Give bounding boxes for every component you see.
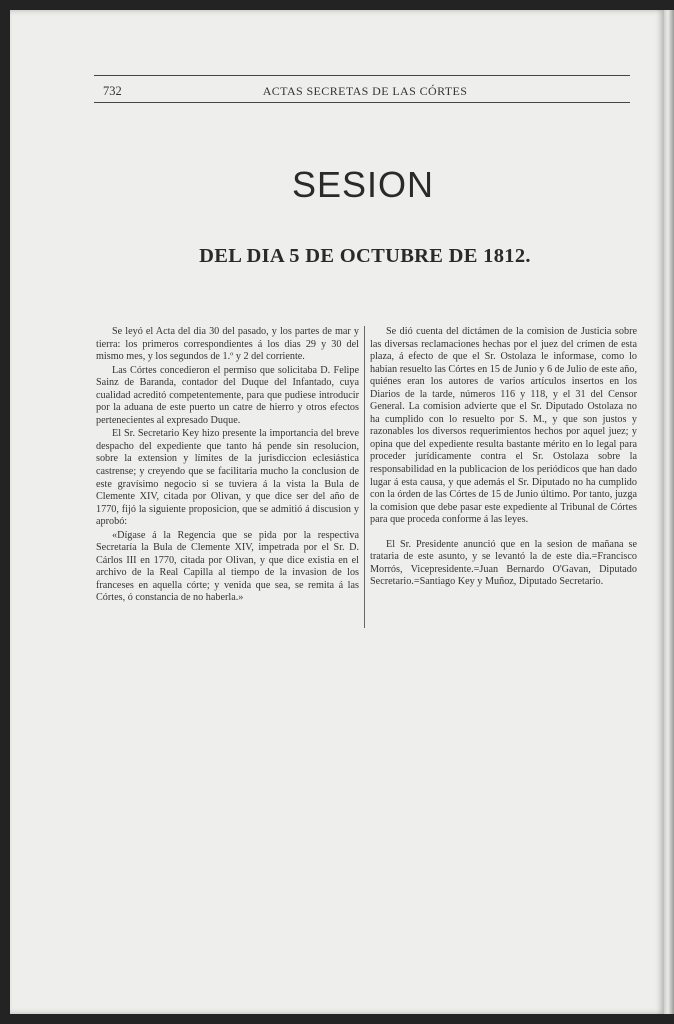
right-text-column [370,326,637,589]
paragraph-closing: El Sr. Presidente anunció que en la sesion de mañana se trataria de este asunto, y se levantó la de este dia.=Francisco Morrós, Vicepresidente.=Juan Bernardo O'Gavan, Diputado Secretario.=Santiago Key y Muñoz, Diputado Secretario. [370,538,637,588]
running-head: ACTAS SECRETAS DE LAS CÓRTES [262,84,468,98]
page-number: 732 [103,84,122,98]
left-text-column [96,326,359,605]
header-top-rule [94,75,630,76]
paragraph-acta: Se leyó el Acta del dia 30 del pasado, y los partes de mar y tierra: los primeros correspondientes á los dias 29 y 30 del mismo mes, y los segundos de 1.º y 2 del corriente. [96,326,359,363]
page-edge-shadow [664,10,674,1014]
session-date-title: DEL DIA 5 DE OCTUBRE DE 1812. [199,245,531,267]
header-bottom-rule [94,102,630,103]
paragraph-proposal-quote: «Dígase á la Regencia que se pida por la respectiva Secretaría la Bula de Clemente XIV, impetrada por el Sr. D. Cárlos III en 1770, citada por Olivan, y que dice existia en el archivo de la Real Capilla al tiempo de la invasion de los franceses en aquella córte; y venida que sea, se remita á las Córtes, ó constancia de no haberla.» [96,529,359,604]
paragraph-dictamen: Se dió cuenta del dictámen de la comision de Justicia sobre las diversas reclamaciones hechas por el juez del crímen de esta plaza, á efecto de que el Sr. Ostolaza le informase, como lo habian resuelto las Córtes en 15 de Junio y 6 de Julio de este año, quiénes eran los autores de varios artículos insertos en los Diarios de la tarde, números 116 y 118, y el 31 del Censor General. La comision advierte que el Sr. Diputado Ostolaza no ha cumplido con lo resuelto por S. M., y que son justos y razonables los diversos requerimientos hechos por aquel juez; y opina que del expediente resulta bastante mérito en lo legal para proceder jurídicamente contra el Sr. Ostolaza sobre la responsabilidad en la publicacion de los periódicos que han dado lugar á esta causa, y que además el Sr. Diputado no ha cumplido con la órden de las Córtes de 15 de Junio último. Por tanto, juzga la comision que debe pasar este expediente al Tribunal de Córtes para que proceda conforme á las leyes. [370,326,637,526]
paragraph-permiso: Las Córtes concedieron el permiso que solicitaba D. Felipe Sainz de Baranda, contador del Duque del Infantado, cuya cualidad acreditó competentemente, para que pudiese introducir por la aduana de este puerto un catre de hierro y otros efectos pertenecientes al expresado Duque. [96,364,359,426]
paragraph-key-proposal: El Sr. Secretario Key hizo presente la importancia del breve despacho del expediente que tanto há pende sin resolucion, sobre la extension y límites de la jurisdiccion eclesiástica castrense; y creyendo que se facilitaria mucho la conclusion de este gravísimo negocio si se tuviera á la vista la Bula de Clemente XIV, citada por Olivan, y que dice ser del año de 1770, fijó la siguiente proposicion, que se admitió á discusion y aprobó: [96,428,359,528]
session-heading: SESION [291,164,435,205]
column-divider [364,326,365,628]
